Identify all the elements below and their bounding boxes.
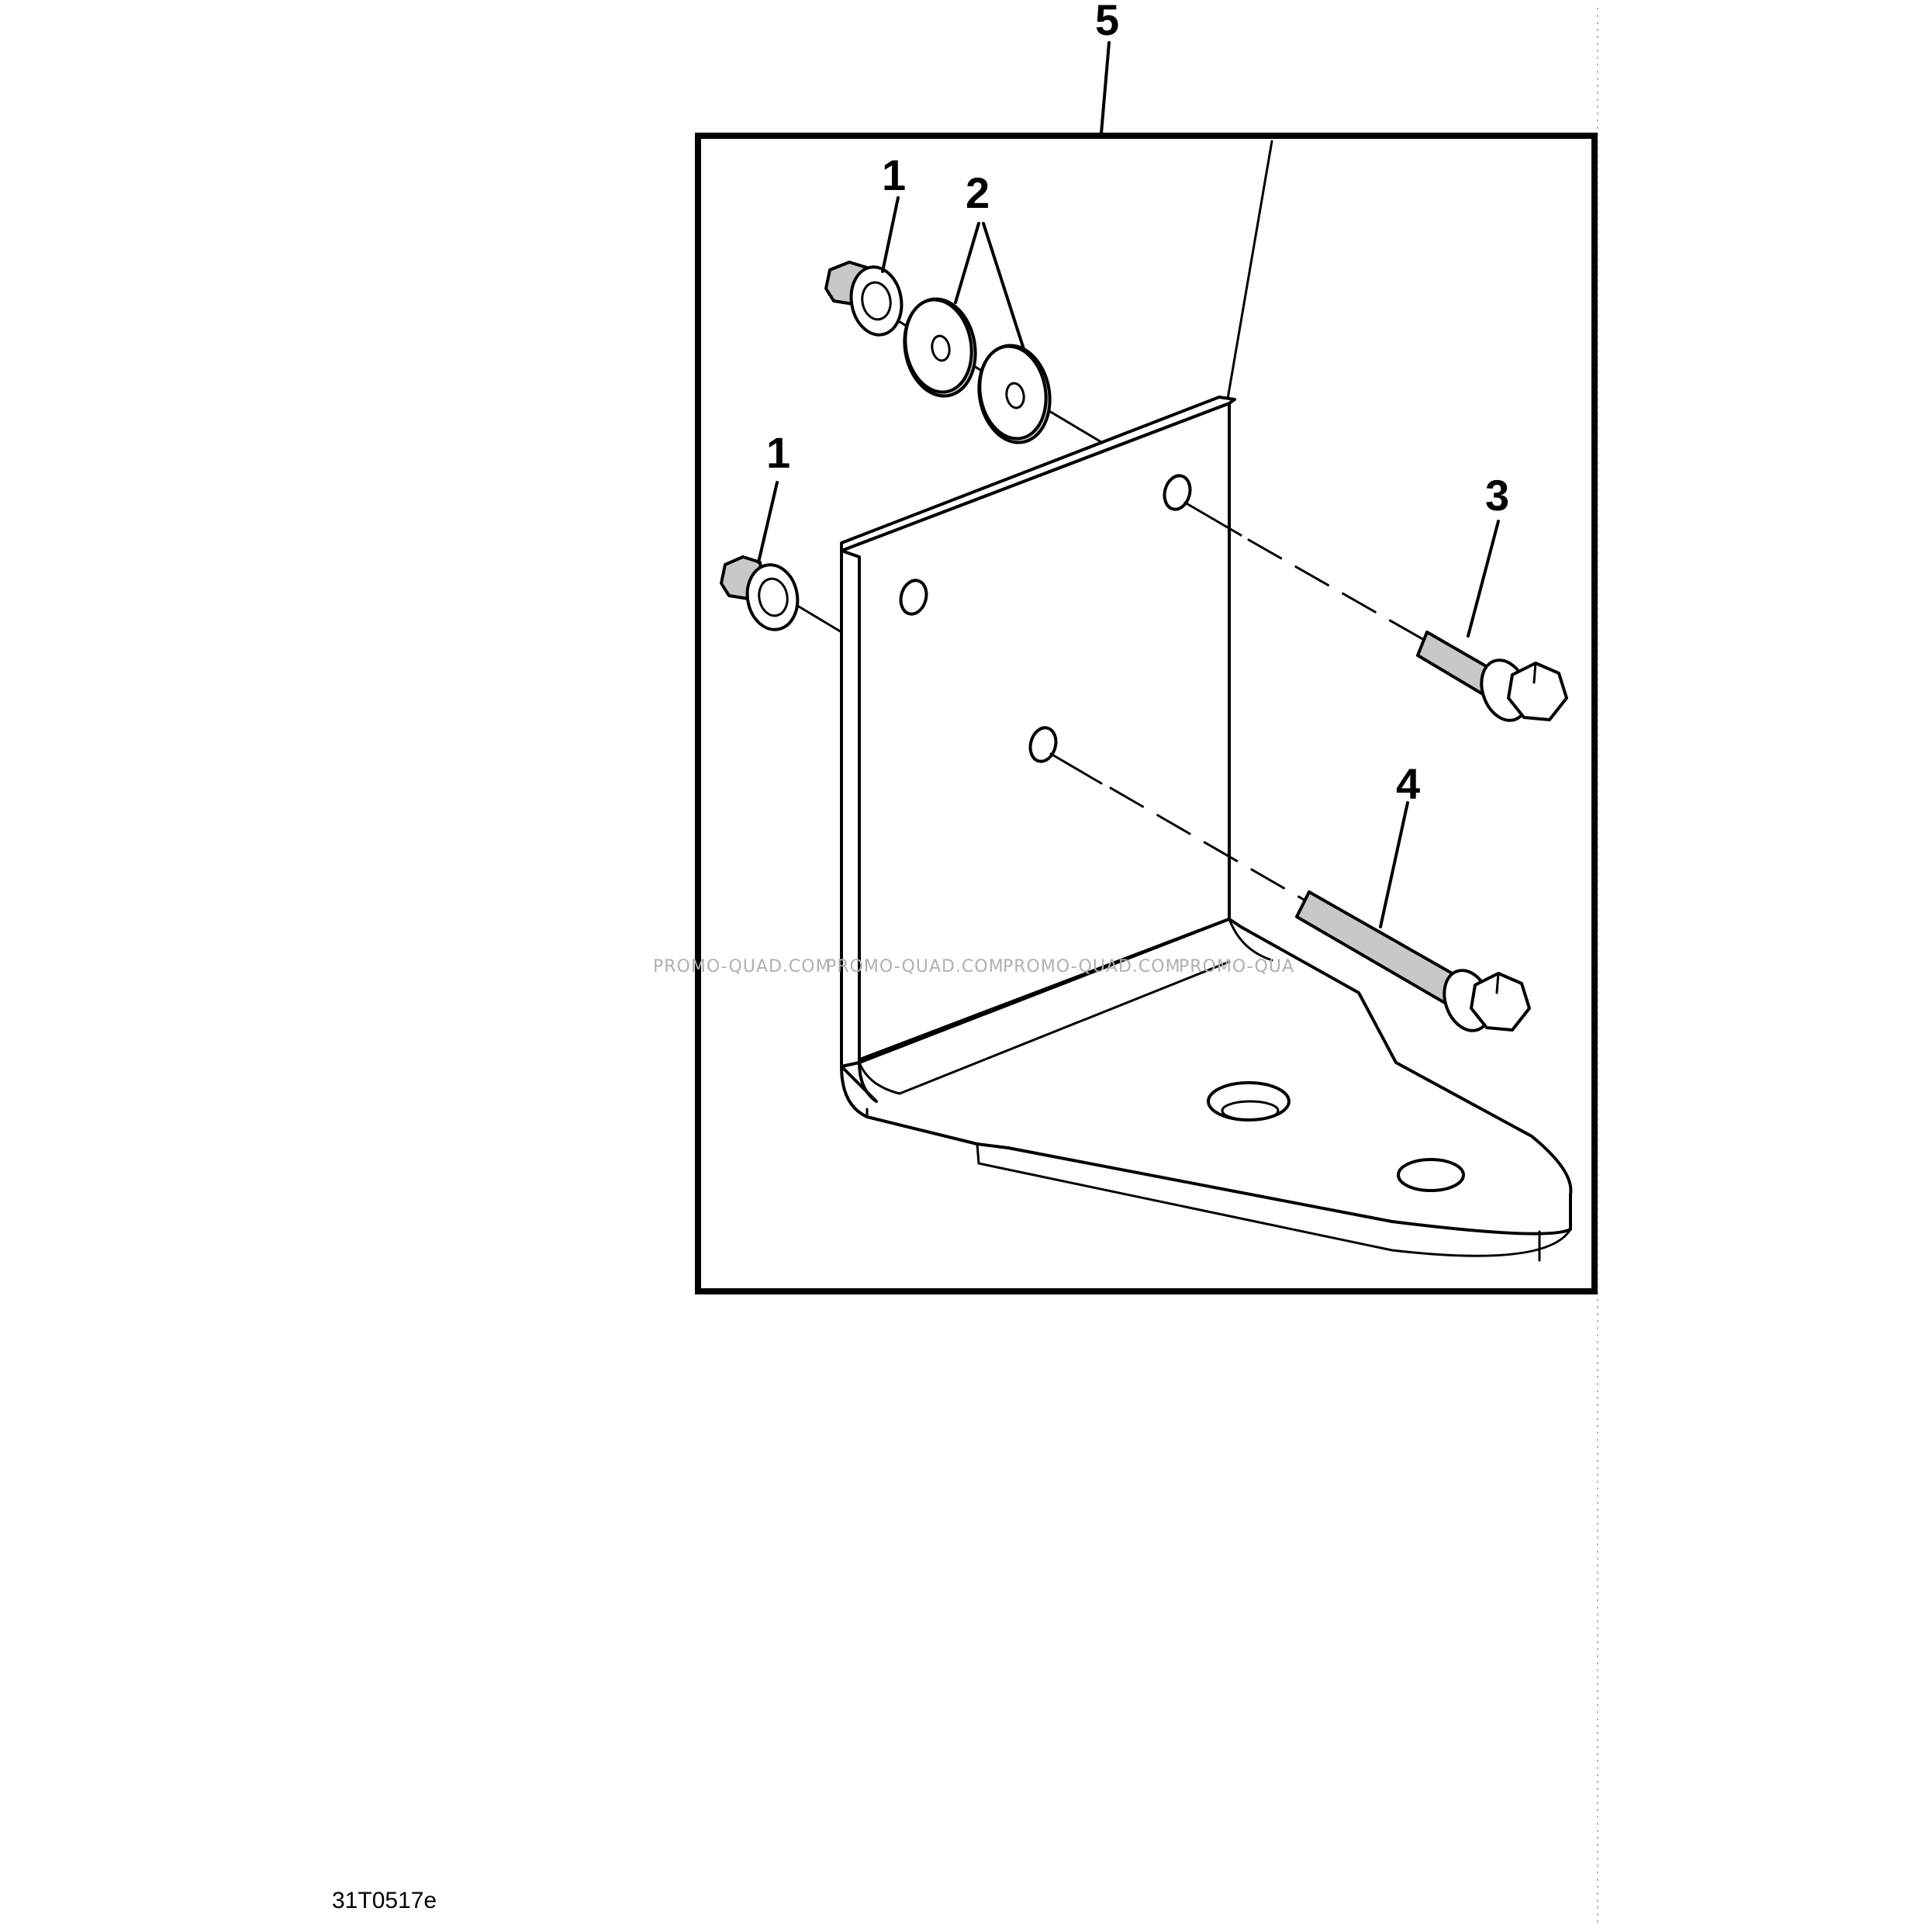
callout-3: 3 xyxy=(1485,471,1510,520)
callout-1-left: 1 xyxy=(766,428,791,477)
leader-2b xyxy=(983,223,1024,349)
leader-1-upper xyxy=(883,198,898,271)
leader-1-left xyxy=(758,482,777,562)
figure-code: 31T0517e xyxy=(332,1888,437,1913)
callout-1-upper: 1 xyxy=(882,150,907,199)
callout-2: 2 xyxy=(966,168,990,217)
bolt-3 xyxy=(1185,503,1567,727)
leader-5 xyxy=(1101,43,1109,133)
bolt-3-axis-dashed xyxy=(1249,540,1431,644)
leader-2a xyxy=(955,223,979,302)
upper-nut-stack xyxy=(826,198,1101,448)
callout-4: 4 xyxy=(1396,759,1421,808)
mounting-bracket xyxy=(841,397,1570,1260)
leader-3 xyxy=(1468,521,1498,636)
left-axis-line xyxy=(799,607,841,632)
bolt-4-hex-edge xyxy=(1497,973,1498,993)
washer-1 xyxy=(897,293,983,402)
bracket-edge-leader xyxy=(1227,141,1272,403)
bolt-3-hex-head xyxy=(1508,663,1567,720)
watermark-4: PROMO-QUA xyxy=(1179,957,1294,976)
bolt-3-hex-edge xyxy=(1534,663,1536,683)
watermark-3: PROMO-QUAD.COM xyxy=(1003,957,1181,976)
left-nut-stack xyxy=(721,482,841,634)
foot-hole-small xyxy=(1398,1160,1463,1191)
leader-4 xyxy=(1380,803,1408,927)
watermark-1: PROMO-QUAD.COM xyxy=(653,957,831,976)
washer-2 xyxy=(972,340,1058,448)
flange-nut-upper xyxy=(826,262,907,339)
bolt-4-hex-head xyxy=(1471,973,1529,1030)
watermark-2: PROMO-QUAD.COM xyxy=(826,957,1004,976)
bracket-left-edge xyxy=(841,551,859,1066)
callout-5: 5 xyxy=(1095,0,1120,44)
